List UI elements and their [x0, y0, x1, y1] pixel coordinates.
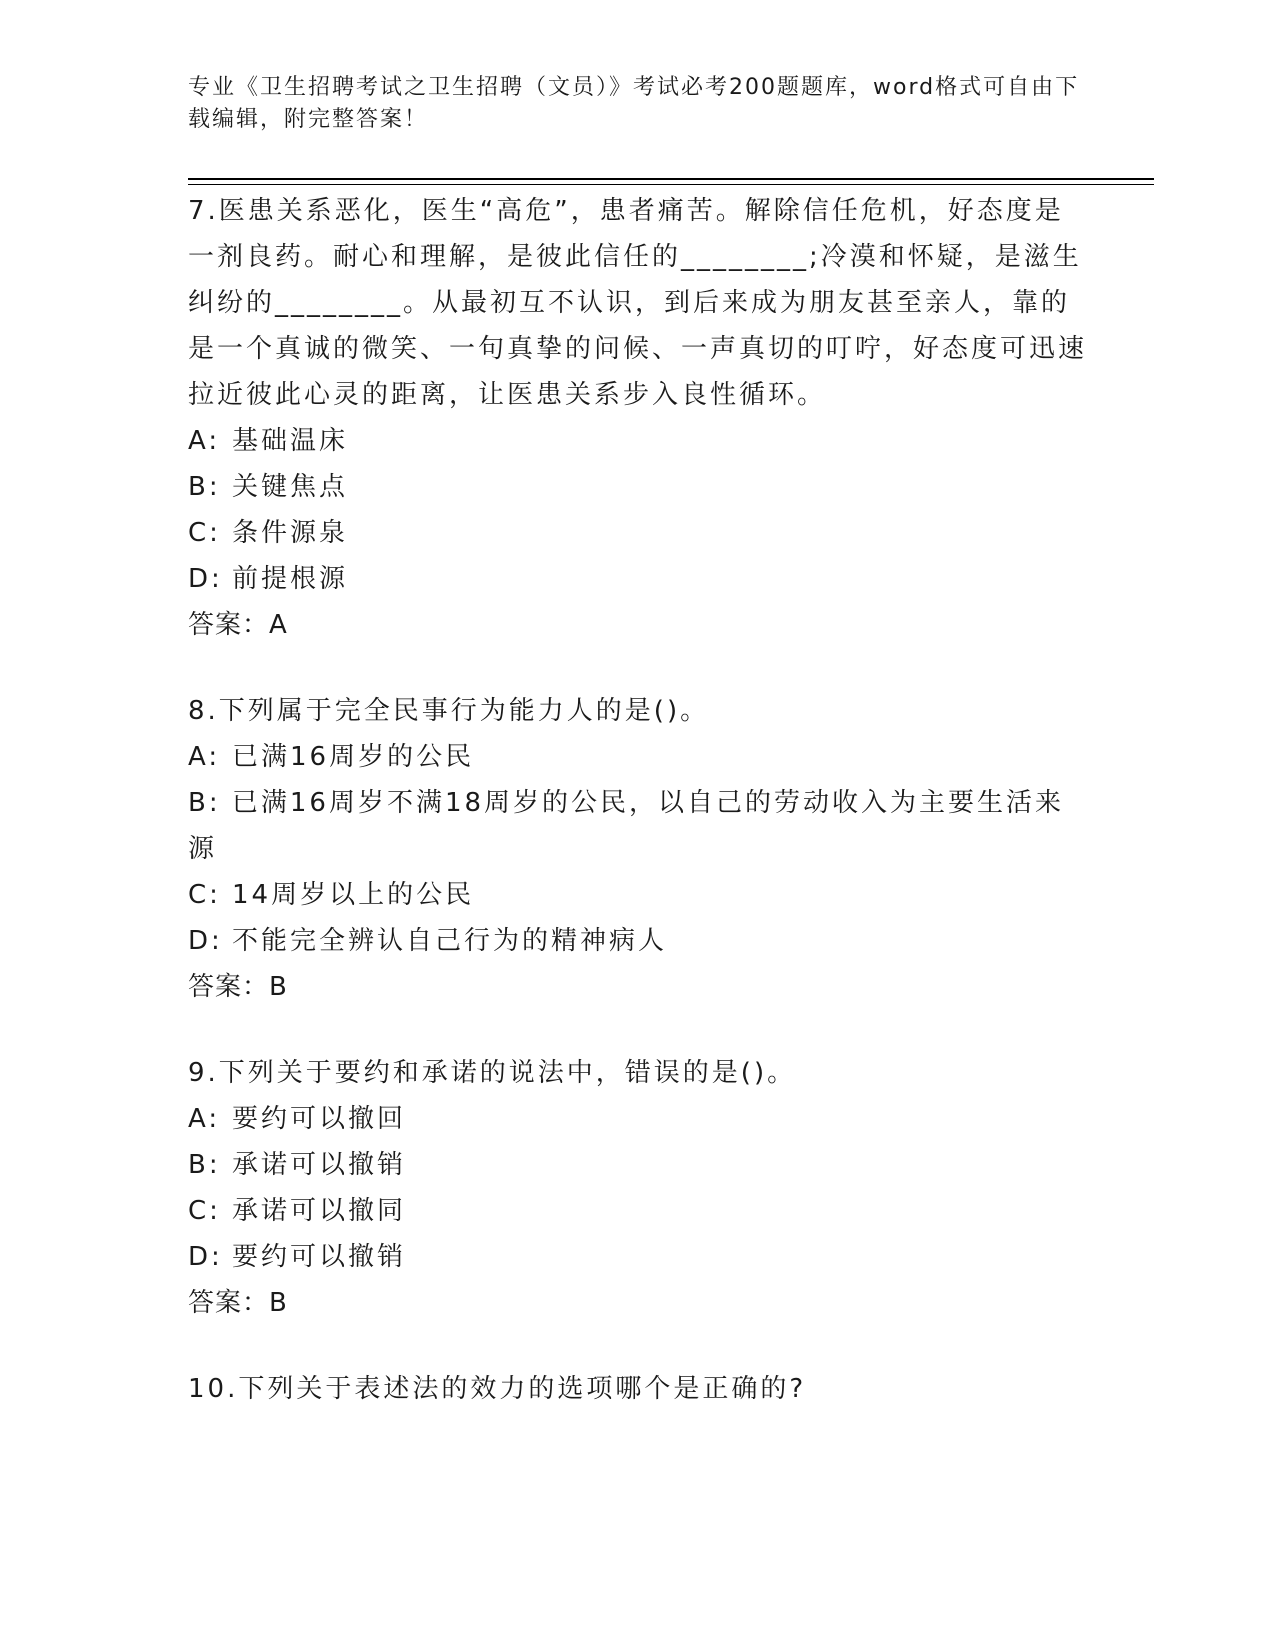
option-key: A: [188, 1104, 221, 1134]
option-key: D: [188, 564, 223, 594]
option-key: C: [188, 880, 221, 910]
header-divider-thick [188, 178, 1154, 180]
question-stem: 8.下列属于完全民事行为能力人的是()。 [188, 696, 710, 726]
answer-line: 答案：A [188, 610, 288, 640]
option-key: A: [188, 742, 221, 772]
option-c [188, 872, 1088, 918]
option-text: 承诺可以撤销 [232, 1150, 407, 1180]
option-text: 前提根源 [232, 564, 349, 594]
option-d [188, 556, 1088, 602]
option-text: 要约可以撤销 [232, 1242, 407, 1272]
question-8 [188, 688, 1088, 1010]
option-key: B: [188, 788, 221, 818]
header-divider-thin [188, 184, 1154, 185]
option-key: D: [188, 1242, 223, 1272]
option-text: 条件源泉 [232, 518, 349, 548]
question-10 [188, 1366, 1088, 1412]
option-text: 不能完全辨认自己行为的精神病人 [232, 926, 668, 956]
option-text: 承诺可以撤同 [232, 1196, 407, 1226]
answer-line: 答案：B [188, 1288, 288, 1318]
option-a [188, 1096, 1088, 1142]
option-c [188, 1188, 1088, 1234]
option-key: C: [188, 1196, 221, 1226]
option-text: 关键焦点 [232, 472, 349, 502]
question-9 [188, 1050, 1088, 1326]
option-text: 已满16周岁不满18周岁的公民，以自己的劳动收入为主要生活来源 [188, 788, 1065, 864]
option-text: 14周岁以上的公民 [232, 880, 475, 910]
option-c [188, 510, 1088, 556]
question-7 [188, 188, 1088, 648]
question-stem: 7.医患关系恶化，医生“高危”，患者痛苦。解除信任危机，好态度是一剂良药。耐心和理解，是彼此信任的________;冷漠和怀疑，是滋生纠纷的________。从最初互不认识，到后来成为朋友甚至亲人，靠的是一个真诚的微笑、一句真挚的问候、一声真切的叮咛，好态度可迅速拉近彼此心灵的距离，让医患关系步入良性循环。 [188, 196, 1088, 410]
option-b [188, 464, 1088, 510]
option-text: 要约可以撤回 [232, 1104, 407, 1134]
option-d [188, 918, 1088, 964]
document-header: 专业《卫生招聘考试之卫生招聘（文员）》考试必考200题题库，word格式可自由下载编辑，附完整答案！ [188, 75, 1080, 132]
option-key: B: [188, 1150, 221, 1180]
option-b [188, 780, 1088, 872]
question-stem: 10.下列关于表述法的效力的选项哪个是正确的? [188, 1374, 807, 1404]
option-key: A: [188, 426, 221, 456]
question-list [188, 188, 1088, 1452]
option-key: C: [188, 518, 221, 548]
question-stem: 9.下列关于要约和承诺的说法中，错误的是()。 [188, 1058, 797, 1088]
answer-line: 答案：B [188, 972, 288, 1002]
option-text: 基础温床 [232, 426, 349, 456]
option-d [188, 1234, 1088, 1280]
option-b [188, 1142, 1088, 1188]
option-text: 已满16周岁的公民 [232, 742, 475, 772]
option-key: B: [188, 472, 221, 502]
option-a [188, 734, 1088, 780]
option-a [188, 418, 1088, 464]
option-key: D: [188, 926, 223, 956]
